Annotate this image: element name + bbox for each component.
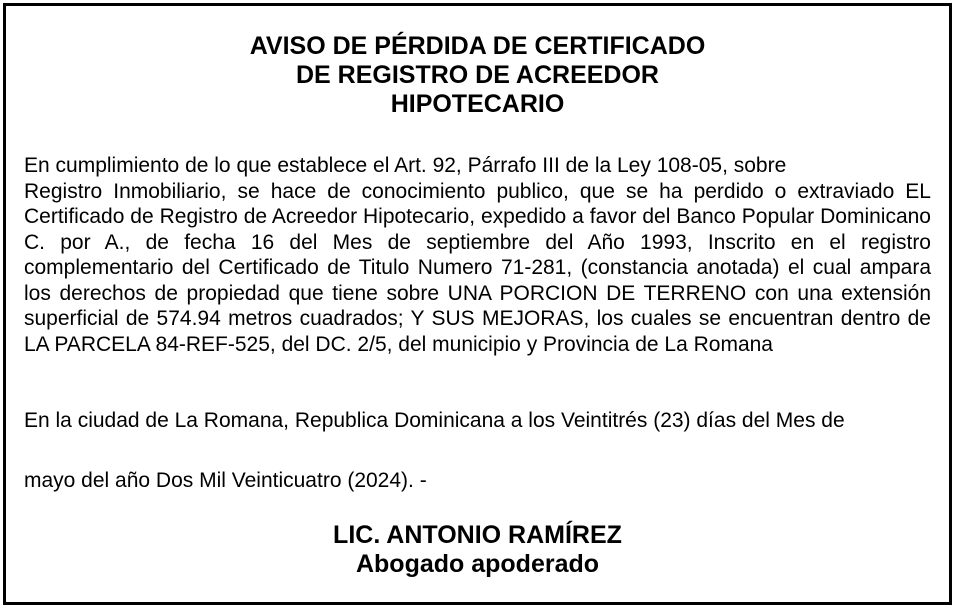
title-line-1: AVISO DE PÉRDIDA DE CERTIFICADO [249, 32, 706, 60]
main-paragraph-first-line: En cumplimiento de lo que establece el Art. 92, Párrafo III de la Ley 108-05, sobre [24, 154, 787, 177]
title-line-2: DE REGISTRO DE ACREEDOR [295, 61, 659, 89]
notice-title [6, 32, 949, 119]
signature-block [6, 521, 949, 579]
notice-frame [3, 3, 952, 605]
date-paragraph-continuation: mayo del año Dos Mil Veinticuatro (2024). - [24, 469, 427, 492]
signature-name: LIC. ANTONIO RAMÍREZ [333, 521, 622, 549]
title-line-3: HIPOTECARIO [390, 90, 565, 118]
main-paragraph-body: Registro Inmobiliario, se hace de conocimiento publico, que se ha perdido o extraviado EL Certificado de Registro de Acreedor Hipotecario, expedido a favor del Banco Popular Dominicano C. por A., de fecha 16 del Mes de septiembre del Año 1993, Inscrito en el registro complementario del Certificado de Titulo Numero 71-281, (constancia anotada) el cual ampara los derechos de propiedad que tiene sobre UNA PORCION DE TERRENO con una extensión superficial de 574.94 metros cuadrados; Y SUS MEJORAS, los cuales se encuentran dentro de LA PARCELA 84-REF-525, del DC. 2/5, del municipio y Provincia de La Romana [24, 179, 931, 356]
date-paragraph: En la ciudad de La Romana, Republica Dominicana a los Veintitrés (23) días del Mes de [24, 409, 845, 432]
notice-main-paragraph [24, 153, 931, 357]
signature-role: Abogado apoderado [355, 550, 600, 578]
